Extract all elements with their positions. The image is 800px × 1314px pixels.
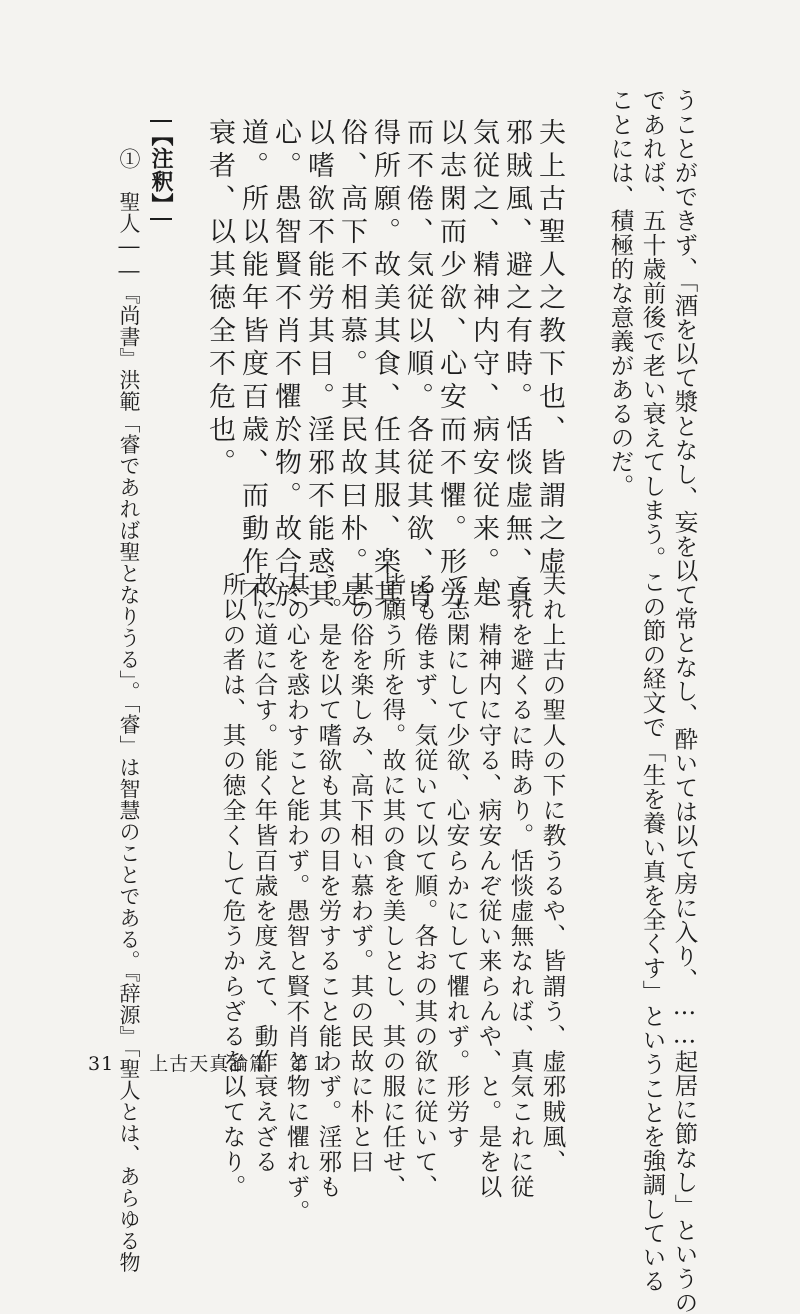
kanbun-line-1: 夫上古聖人之教下也、皆謂之虚: [534, 118, 565, 580]
kanbun-line-3: 気従之、精神内守、病安従来。是: [468, 118, 499, 613]
kanbun-line-10: 道。所以能年皆度百歳、而動作不: [237, 118, 268, 613]
notes-heading: 【注釈】: [150, 120, 172, 220]
note-line-1: ① 聖人――『尚書』洪範「睿であれば聖となりうる」。「睿」は智慧のことである。『辞源』「聖人とは、あらゆる物: [117, 148, 141, 1273]
kanbun-line-9: 心。愚智賢不肖不懼於物。故合於: [270, 118, 301, 613]
reading-line-7: 其の俗を楽しみ、高下相い慕わず。其の民故に朴と曰: [346, 572, 375, 1175]
page-footer: [88, 1049, 329, 1076]
kanbun-line-8: 以嗜欲不能労其目。淫邪不能惑其: [303, 118, 334, 613]
commentary-line-1: うことができず、「酒を以て漿となし、妄を以て常となし、酔いては以て房に入り、……起居に節なし」というの: [670, 88, 699, 1314]
kanbun-line-4: 以志閑而少欲、心安而不懼。形労: [435, 118, 466, 613]
reading-line-10: 故に道に合す。能く年皆百歳を度えて、動作衰えざる: [250, 572, 279, 1175]
reading-line-11: 所以の者は、其の徳全くして危うからざるを以てなり。: [218, 572, 247, 1200]
reading-line-1: 夫れ上古の聖人の下に教うるや、皆謂う、虚邪賊風、: [538, 572, 567, 1175]
commentary-line-2: であれば、五十歳前後で老い衰えてしまう。この節の経文で「生を養い真を全くす」ということを強調している: [638, 88, 667, 1293]
kanbun-line-7: 俗、高下不相慕。其民故曰朴。是: [336, 118, 367, 613]
page-number: 31: [88, 1053, 115, 1075]
chapter-title: 上古天真論篇 第１: [149, 1053, 330, 1075]
reading-line-6: 皆願う所を得。故に其の食を美しとし、其の服に任せ、: [378, 572, 407, 1200]
reading-line-3: い、精神内に守る、病安んぞ従い来らんや、と。是を以: [474, 572, 503, 1200]
reading-line-4: て志閑にして少欲、心安らかにして懼れず。形労す: [442, 572, 471, 1150]
reading-line-2: これを避くるに時あり。恬惔虚無なれば、真気これに従: [506, 572, 535, 1200]
reading-line-5: るも倦まず、気従いて以て順。各おの其の欲に従いて、: [410, 572, 439, 1200]
kanbun-line-5: 而不倦、気従以順。各従其欲、皆: [402, 118, 433, 613]
reading-line-8: う。是を以て嗜欲も其の目を労すること能わず。淫邪も: [314, 572, 343, 1200]
kanbun-line-11: 衰者、以其徳全不危也。: [204, 118, 235, 481]
commentary-line-3: ことには、積極的な意義があるのだ。: [606, 88, 635, 498]
kanbun-line-6: 得所願。故美其食、任其服、楽其: [369, 118, 400, 613]
reading-line-9: 其の心を惑わすこと能わず。愚智と賢不肖と物に懼れず。: [282, 572, 311, 1225]
kanbun-line-2: 邪賊風、避之有時。恬惔虚無、真: [501, 118, 532, 613]
